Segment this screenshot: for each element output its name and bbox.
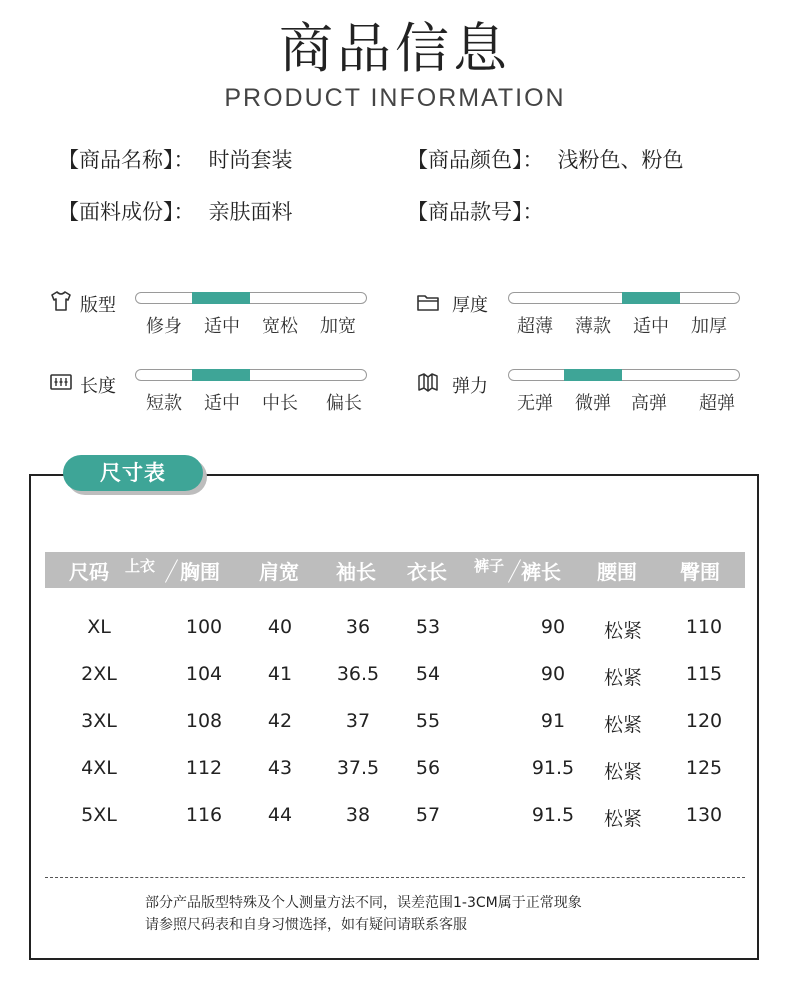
cell-waist: 松紧 <box>603 620 642 642</box>
attr-length-tick: 偏长 <box>326 393 362 414</box>
attr-thickness-bar <box>508 292 740 304</box>
attr-thickness-selected-segment <box>622 292 680 304</box>
info-product-name <box>58 144 293 174</box>
attr-fit-label: 版型 <box>80 295 116 316</box>
size-note-line-1: 部分产品版型特殊及个人测量方法不同，误差范围1-3CM属于正常现象 <box>145 895 582 911</box>
table-row <box>0 710 790 736</box>
attr-elasticity-bar <box>508 369 740 381</box>
info-fabric <box>58 196 293 226</box>
cell-sleeve: 37 <box>345 710 371 732</box>
folder-icon <box>416 290 440 314</box>
header-top-length: 衣长 <box>407 560 447 584</box>
cell-waist: 松紧 <box>603 808 642 830</box>
cell-top-length: 57 <box>415 804 441 826</box>
attr-fit-ticks <box>135 312 367 336</box>
attr-length-selected-segment <box>192 369 250 381</box>
cell-sleeve: 37.5 <box>336 757 380 779</box>
attr-fit-tick: 适中 <box>204 316 240 337</box>
info-product-color-value: 浅粉色、粉色 <box>557 148 684 172</box>
table-row <box>0 804 790 830</box>
size-table-header <box>45 552 745 588</box>
info-product-color-label: 【商品颜色】： <box>407 148 544 172</box>
attr-thickness-tick: 薄款 <box>575 316 611 337</box>
info-model-number <box>407 196 558 226</box>
size-table-title: 尺寸表 <box>63 455 203 491</box>
attr-fit-selected-segment <box>192 292 250 304</box>
attr-length-label: 长度 <box>80 376 116 397</box>
info-fabric-label: 【面料成份】： <box>58 200 195 224</box>
cell-top-length: 53 <box>415 616 441 638</box>
cell-shoulder: 44 <box>267 804 293 826</box>
table-row <box>0 757 790 783</box>
cell-size: 4XL <box>81 757 117 779</box>
cell-waist: 松紧 <box>603 761 642 783</box>
ruler-icon <box>49 370 73 394</box>
attr-thickness-ticks <box>506 312 738 336</box>
cell-chest: 100 <box>185 616 223 638</box>
attr-fit-tick: 宽松 <box>262 316 298 337</box>
table-row <box>0 663 790 689</box>
attr-elasticity-tick: 超弹 <box>699 393 735 414</box>
attr-fit-tick: 加宽 <box>320 316 356 337</box>
cell-pants-length: 90 <box>540 616 566 638</box>
cell-hip: 130 <box>685 804 723 826</box>
attr-thickness-tick: 适中 <box>633 316 669 337</box>
attr-length-tick: 适中 <box>204 393 240 414</box>
attr-fit-tick: 修身 <box>146 316 182 337</box>
attr-thickness-label: 厚度 <box>452 295 488 316</box>
stretch-icon <box>416 370 440 394</box>
header-pants-group: 裤子 <box>474 557 505 575</box>
page-title: 商品信息 <box>279 17 511 80</box>
info-product-name-value: 时尚套装 <box>208 148 293 172</box>
attr-fit-bar <box>135 292 367 304</box>
header-top-group: 上衣 <box>125 557 156 575</box>
cell-size: XL <box>87 616 111 638</box>
cell-shoulder: 40 <box>267 616 293 638</box>
cell-pants-length: 90 <box>540 663 566 685</box>
attr-length-tick: 短款 <box>146 393 182 414</box>
header-shoulder: 肩宽 <box>259 560 299 584</box>
cell-top-length: 56 <box>415 757 441 779</box>
table-row <box>0 616 790 642</box>
tshirt-icon <box>49 289 73 313</box>
page-subtitle: PRODUCT INFORMATION <box>224 84 566 112</box>
cell-hip: 120 <box>685 710 723 732</box>
table-divider <box>45 877 745 878</box>
cell-size: 3XL <box>81 710 117 732</box>
attr-elasticity-label: 弹力 <box>452 376 488 397</box>
cell-chest: 116 <box>185 804 223 826</box>
cell-pants-length: 91.5 <box>531 757 575 779</box>
attr-elasticity-tick: 微弹 <box>575 393 611 414</box>
size-note-line-2: 请参照尺码表和自身习惯选择，如有疑问请联系客服 <box>145 917 467 933</box>
cell-chest: 108 <box>185 710 223 732</box>
cell-top-length: 55 <box>415 710 441 732</box>
cell-chest: 104 <box>185 663 223 685</box>
cell-shoulder: 43 <box>267 757 293 779</box>
cell-pants-length: 91.5 <box>531 804 575 826</box>
cell-sleeve: 36 <box>345 616 371 638</box>
header-waist: 腰围 <box>597 560 637 584</box>
info-fabric-value: 亲肤面料 <box>208 200 293 224</box>
attr-elasticity-tick: 无弹 <box>517 393 553 414</box>
cell-sleeve: 38 <box>345 804 371 826</box>
info-product-name-label: 【商品名称】： <box>58 148 195 172</box>
cell-pants-length: 91 <box>540 710 566 732</box>
attr-length-ticks <box>135 389 367 413</box>
cell-shoulder: 41 <box>267 663 293 685</box>
attr-thickness-tick: 加厚 <box>691 316 727 337</box>
cell-hip: 115 <box>685 663 723 685</box>
info-product-color <box>407 144 684 174</box>
attr-thickness-tick: 超薄 <box>517 316 553 337</box>
cell-size: 5XL <box>81 804 117 826</box>
cell-hip: 110 <box>685 616 723 638</box>
info-model-number-label: 【商品款号】： <box>407 200 544 224</box>
header-pants-length: 裤长 <box>521 560 561 584</box>
cell-size: 2XL <box>81 663 117 685</box>
attr-elasticity-selected-segment <box>564 369 622 381</box>
cell-hip: 125 <box>685 757 723 779</box>
attr-elasticity-ticks <box>506 389 738 413</box>
cell-waist: 松紧 <box>603 714 642 736</box>
cell-shoulder: 42 <box>267 710 293 732</box>
attr-length-tick: 中长 <box>262 393 298 414</box>
attr-elasticity-tick: 高弹 <box>631 393 667 414</box>
header-hip: 臀围 <box>680 560 720 584</box>
cell-waist: 松紧 <box>603 667 642 689</box>
attr-length-bar <box>135 369 367 381</box>
cell-chest: 112 <box>185 757 223 779</box>
cell-top-length: 54 <box>415 663 441 685</box>
header-chest: 胸围 <box>180 560 220 584</box>
cell-sleeve: 36.5 <box>336 663 380 685</box>
header-size: 尺码 <box>69 560 109 584</box>
header-sleeve: 袖长 <box>336 560 376 584</box>
